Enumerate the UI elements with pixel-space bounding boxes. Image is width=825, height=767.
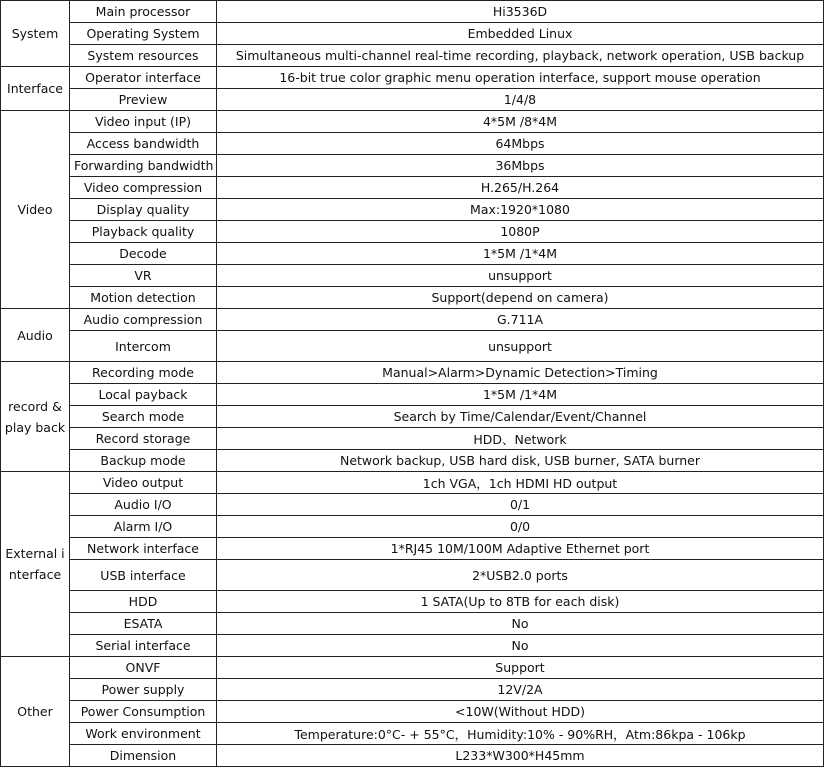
- feature-label: Recording mode: [70, 362, 217, 384]
- feature-label: Dimension: [70, 745, 217, 767]
- table-row: [1, 745, 824, 767]
- feature-label: Display quality: [70, 199, 217, 221]
- feature-label: Main processor: [70, 1, 217, 23]
- feature-value: Search by Time/Calendar/Event/Channel: [217, 406, 824, 428]
- table-row: [1, 538, 824, 560]
- category-video: Video: [1, 111, 70, 309]
- feature-value: H.265/H.264: [217, 177, 824, 199]
- table-row: [1, 450, 824, 472]
- table-row: [1, 1, 824, 23]
- feature-label: Preview: [70, 89, 217, 111]
- feature-value: Temperature:0°C- + 55°C，Humidity:10% - 90%RH，Atm:86kpa - 106kp: [217, 723, 824, 745]
- feature-value: 1ch VGA，1ch HDMI HD output: [217, 472, 824, 494]
- feature-value: Simultaneous multi-channel real-time recording, playback, network operation, USB backup: [217, 45, 824, 67]
- table-row: [1, 701, 824, 723]
- table-row: [1, 494, 824, 516]
- category-other: Other: [1, 657, 70, 767]
- feature-label: Decode: [70, 243, 217, 265]
- feature-value: 2*USB2.0 ports: [217, 560, 824, 591]
- feature-value: 12V/2A: [217, 679, 824, 701]
- feature-label: System resources: [70, 45, 217, 67]
- table-row: [1, 221, 824, 243]
- feature-value: 16-bit true color graphic menu operation interface, support mouse operation: [217, 67, 824, 89]
- feature-label: Playback quality: [70, 221, 217, 243]
- table-row: [1, 111, 824, 133]
- feature-value: 36Mbps: [217, 155, 824, 177]
- table-row: [1, 155, 824, 177]
- feature-label: Work environment: [70, 723, 217, 745]
- feature-value: unsupport: [217, 265, 824, 287]
- feature-value: Support(depend on camera): [217, 287, 824, 309]
- feature-label: Local payback: [70, 384, 217, 406]
- feature-label: Access bandwidth: [70, 133, 217, 155]
- feature-label: Operating System: [70, 23, 217, 45]
- feature-label: Power Consumption: [70, 701, 217, 723]
- table-row: [1, 199, 824, 221]
- table-row: [1, 679, 824, 701]
- feature-value: 1080P: [217, 221, 824, 243]
- feature-label: HDD: [70, 591, 217, 613]
- feature-label: ESATA: [70, 613, 217, 635]
- table-row: [1, 723, 824, 745]
- feature-value: 4*5M /8*4M: [217, 111, 824, 133]
- table-row: [1, 472, 824, 494]
- table-row: [1, 362, 824, 384]
- category-record-playback: record & play back: [1, 362, 70, 472]
- feature-label: Audio I/O: [70, 494, 217, 516]
- feature-label: Serial interface: [70, 635, 217, 657]
- feature-value: Hi3536D: [217, 1, 824, 23]
- feature-label: Video compression: [70, 177, 217, 199]
- table-row: [1, 309, 824, 331]
- category-interface: Interface: [1, 67, 70, 111]
- table-row: [1, 287, 824, 309]
- feature-value: No: [217, 635, 824, 657]
- feature-label: USB interface: [70, 560, 217, 591]
- feature-value: 1/4/8: [217, 89, 824, 111]
- category-audio: Audio: [1, 309, 70, 362]
- feature-label: Record storage: [70, 428, 217, 450]
- feature-label: Video input (IP): [70, 111, 217, 133]
- table-row: [1, 406, 824, 428]
- table-row: [1, 243, 824, 265]
- feature-value: 64Mbps: [217, 133, 824, 155]
- feature-value: 0/1: [217, 494, 824, 516]
- feature-label: Backup mode: [70, 450, 217, 472]
- feature-value: 0/0: [217, 516, 824, 538]
- feature-value: No: [217, 613, 824, 635]
- feature-label: ONVF: [70, 657, 217, 679]
- table-row: [1, 89, 824, 111]
- feature-label: Intercom: [70, 331, 217, 362]
- table-row: [1, 560, 824, 591]
- category-system: System: [1, 1, 70, 67]
- table-row: [1, 516, 824, 538]
- table-row: [1, 177, 824, 199]
- feature-value: <10W(Without HDD): [217, 701, 824, 723]
- feature-label: Motion detection: [70, 287, 217, 309]
- feature-label: VR: [70, 265, 217, 287]
- feature-label: Forwarding bandwidth: [70, 155, 217, 177]
- feature-value: Embedded Linux: [217, 23, 824, 45]
- table-row: [1, 635, 824, 657]
- feature-label: Network interface: [70, 538, 217, 560]
- table-row: [1, 613, 824, 635]
- table-row: [1, 591, 824, 613]
- table-row: [1, 133, 824, 155]
- feature-value: 1 SATA(Up to 8TB for each disk): [217, 591, 824, 613]
- feature-label: Power supply: [70, 679, 217, 701]
- feature-label: Search mode: [70, 406, 217, 428]
- feature-value: L233*W300*H45mm: [217, 745, 824, 767]
- table-row: [1, 657, 824, 679]
- feature-value: G.711A: [217, 309, 824, 331]
- feature-value: 1*5M /1*4M: [217, 384, 824, 406]
- table-row: [1, 45, 824, 67]
- feature-value: Manual>Alarm>Dynamic Detection>Timing: [217, 362, 824, 384]
- feature-value: 1*RJ45 10M/100M Adaptive Ethernet port: [217, 538, 824, 560]
- feature-value: Network backup, USB hard disk, USB burner, SATA burner: [217, 450, 824, 472]
- table-row: [1, 23, 824, 45]
- table-row: [1, 428, 824, 450]
- table-row: [1, 67, 824, 89]
- feature-value: unsupport: [217, 331, 824, 362]
- feature-label: Operator interface: [70, 67, 217, 89]
- feature-value: Support: [217, 657, 824, 679]
- feature-label: Audio compression: [70, 309, 217, 331]
- category-external-interface: External interface: [1, 472, 70, 657]
- feature-label: Video output: [70, 472, 217, 494]
- feature-value: 1*5M /1*4M: [217, 243, 824, 265]
- feature-label: Alarm I/O: [70, 516, 217, 538]
- feature-value: HDD、Network: [217, 428, 824, 450]
- table-row: [1, 384, 824, 406]
- table-row: [1, 331, 824, 362]
- feature-value: Max:1920*1080: [217, 199, 824, 221]
- table-row: [1, 265, 824, 287]
